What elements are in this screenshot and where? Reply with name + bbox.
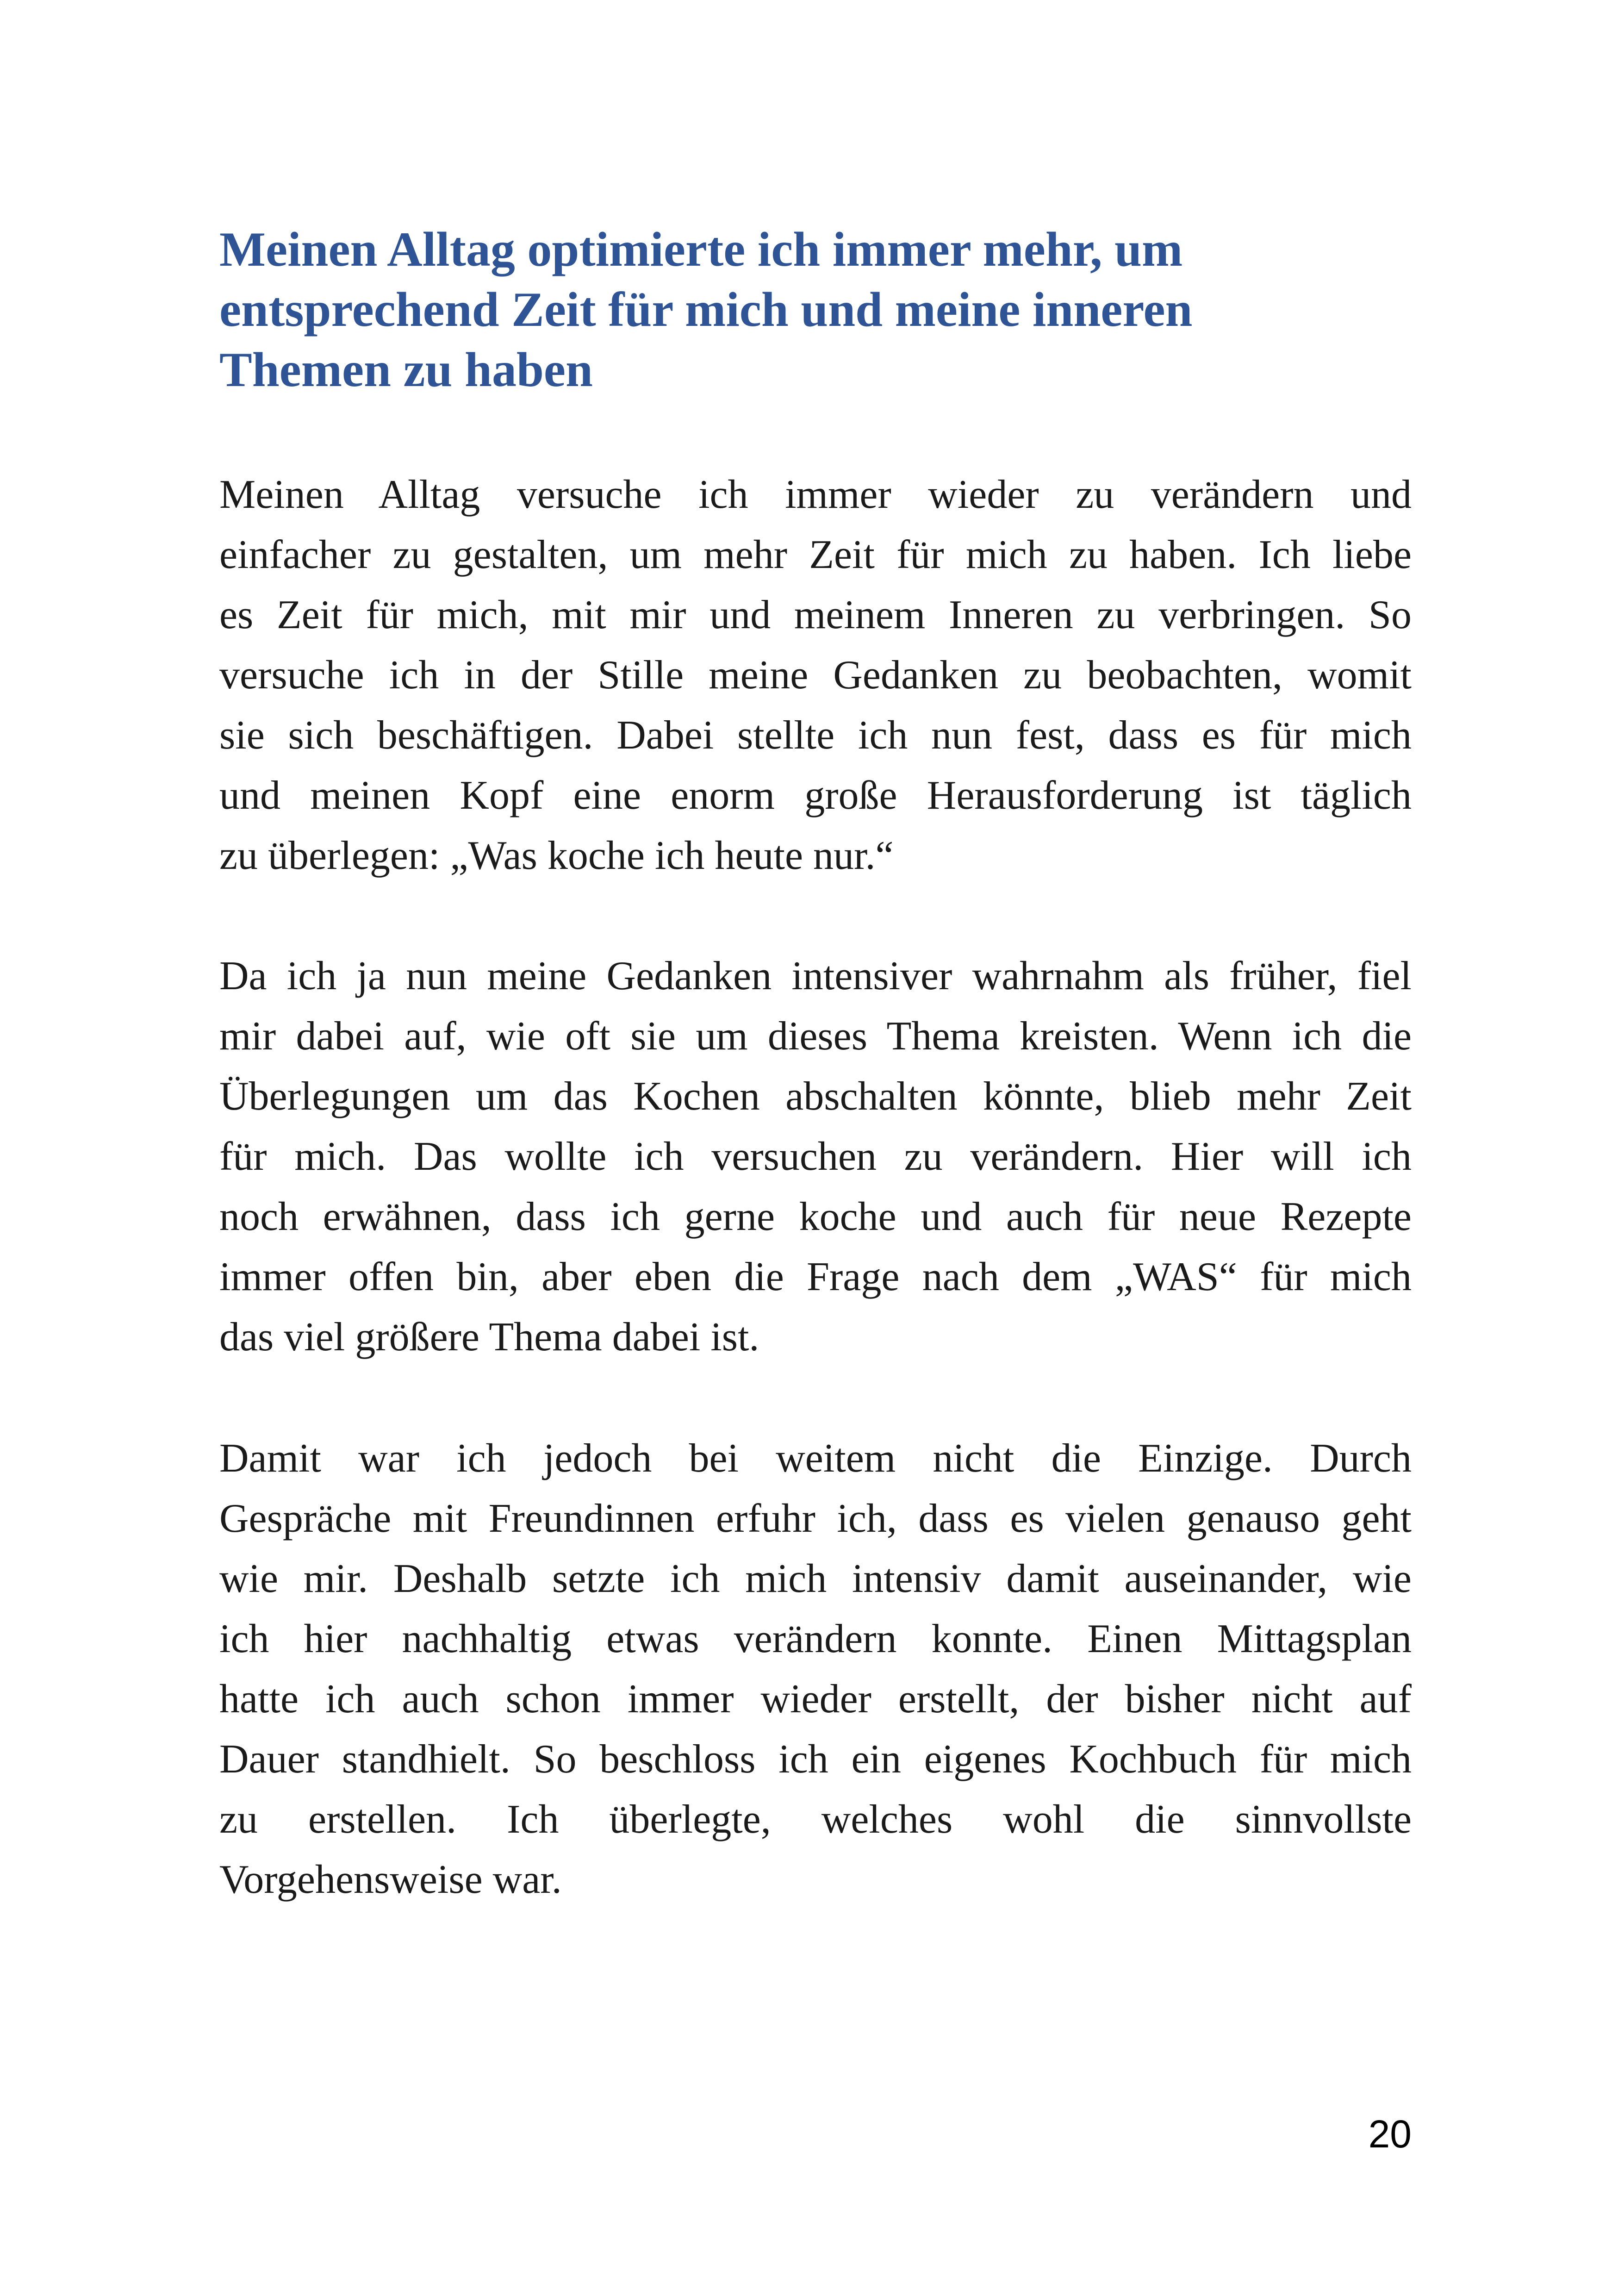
text-line: versuche ich in der Stille meine Gedanken zu beobachten, womit <box>219 653 1412 698</box>
text-line: zu erstellen. Ich überlegte, welches wohl die sinnvollste <box>219 1797 1412 1842</box>
text-line: und meinen Kopf eine enorm große Herausforderung ist täglich <box>219 773 1412 818</box>
text-line: Meinen Alltag versuche ich immer wieder zu verändern und <box>219 472 1412 517</box>
body-paragraph-3 <box>219 1429 1412 1910</box>
heading-line: Meinen Alltag optimierte ich immer mehr, um <box>219 222 1183 276</box>
heading-line: Themen zu haben <box>219 343 593 397</box>
text-line: Damit war ich jedoch bei weitem nicht die Einzige. Durch <box>219 1436 1412 1481</box>
text-line: zu überlegen: „Was koche ich heute nur.“ <box>219 833 894 878</box>
text-line: für mich. Das wollte ich versuchen zu verändern. Hier will ich <box>219 1134 1412 1179</box>
text-line: sie sich beschäftigen. Dabei stellte ich nun fest, dass es für mich <box>219 713 1412 758</box>
text-line: wie mir. Deshalb setzte ich mich intensiv damit auseinander, wie <box>219 1556 1412 1601</box>
text-line: immer offen bin, aber eben die Frage nach dem „WAS“ für mich <box>219 1254 1412 1299</box>
text-line: einfacher zu gestalten, um mehr Zeit für mich zu haben. Ich liebe <box>219 532 1412 577</box>
text-line: ich hier nachhaltig etwas verändern konnte. Einen Mittagsplan <box>219 1616 1412 1661</box>
body-paragraph-2 <box>219 946 1412 1367</box>
text-line: noch erwähnen, dass ich gerne koche und auch für neue Rezepte <box>219 1194 1412 1239</box>
text-line: Gespräche mit Freundinnen erfuhr ich, dass es vielen genauso geht <box>219 1496 1412 1541</box>
text-line: es Zeit für mich, mit mir und meinem Inneren zu verbringen. So <box>219 593 1412 637</box>
body-paragraph-1 <box>219 465 1412 886</box>
heading-line: entsprechend Zeit für mich und meine inneren <box>219 282 1193 337</box>
text-line: Vorgehensweise war. <box>219 1857 562 1902</box>
text-line: Dauer standhielt. So beschloss ich ein eigenes Kochbuch für mich <box>219 1737 1412 1782</box>
chapter-heading <box>219 219 1423 400</box>
text-line: Da ich ja nun meine Gedanken intensiver wahrnahm als früher, fiel <box>219 954 1412 998</box>
text-line: hatte ich auch schon immer wieder erstellt, der bisher nicht auf <box>219 1677 1412 1722</box>
page-number: 20 <box>1368 2112 1412 2156</box>
text-line: das viel größere Thema dabei ist. <box>219 1315 759 1360</box>
text-line: mir dabei auf, wie oft sie um dieses Thema kreisten. Wenn ich die <box>219 1014 1412 1059</box>
text-line: Überlegungen um das Kochen abschalten könnte, blieb mehr Zeit <box>219 1074 1412 1119</box>
